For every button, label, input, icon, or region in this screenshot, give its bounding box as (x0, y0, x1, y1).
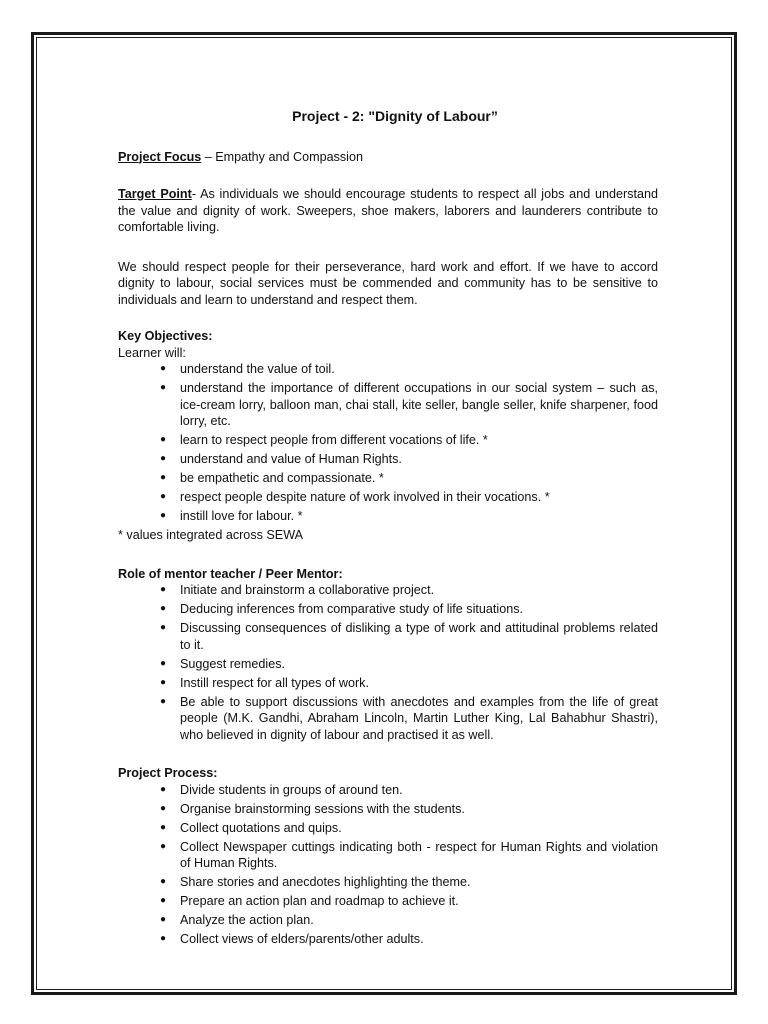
list-item: ● learn to respect people from different vocations of life. * (180, 432, 658, 449)
list-item: ● understand and value of Human Rights. (180, 451, 658, 468)
list-item: ● Deducing inferences from comparative study of life situations. (180, 601, 658, 618)
list-item: ● Collect views of elders/parents/other adults. (180, 931, 658, 948)
list-item: ● Initiate and brainstorm a collaborative project. (180, 582, 658, 599)
list-item: ● Prepare an action plan and roadmap to achieve it. (180, 893, 658, 910)
list-item: ● Share stories and anecdotes highlighting the theme. (180, 874, 658, 891)
list-item: ● Analyze the action plan. (180, 912, 658, 929)
project-focus-text: – Empathy and Compassion (201, 149, 363, 164)
list-item: ● Divide students in groups of around ten. (180, 782, 658, 799)
values-footnote: * values integrated across SEWA (118, 528, 304, 542)
list-item: ● Collect Newspaper cuttings indicating both - respect for Human Rights and violation of Human Rights. (180, 839, 658, 872)
list-item: ● Instill respect for all types of work. (180, 675, 658, 692)
mentor-heading: Role of mentor teacher / Peer Mentor: (118, 566, 343, 581)
process-heading: Project Process: (118, 766, 218, 780)
mentor-list (118, 582, 658, 743)
list-item: ● instill love for labour. * (180, 508, 658, 525)
page-title: Project - 2: "Dignity of Labour” (292, 108, 498, 124)
list-item: ● Collect quotations and quips. (180, 820, 658, 837)
project-focus-label: Project Focus (118, 149, 202, 164)
objectives-intro: Learner will: (118, 345, 186, 360)
list-item: ● Organise brainstorming sessions with the students. (180, 801, 658, 818)
process-list (118, 782, 658, 948)
list-item: ● understand the value of toil. (180, 361, 658, 378)
target-point-label: Target Point (118, 187, 192, 201)
target-point-text: - As individuals we should encourage students to respect all jobs and understand the value and dignity of work. Sweepers, shoe makers, laborers and launderers contribute to comfortable living. (118, 187, 658, 234)
respect-paragraph: We should respect people for their perseverance, hard work and effort. If we have to accord dignity to labour, social services must be commended and community has to be sensitive to individuals and learn to understand and respect them. (118, 259, 658, 307)
list-item: ● Discussing consequences of disliking a type of work and attitudinal problems related to it. (180, 620, 658, 653)
objectives-list (118, 361, 658, 525)
document-body (118, 108, 658, 950)
project-focus (118, 149, 658, 166)
target-point (118, 186, 658, 236)
list-item: ● understand the importance of different occupations in our social system – such as, ice-cream lorry, balloon man, chai stall, kite seller, bangle seller, knife sharpener, food lorry, etc. (180, 380, 658, 430)
list-item: ● respect people despite nature of work involved in their vocations. * (180, 489, 658, 506)
list-item: ● be empathetic and compassionate. * (180, 470, 658, 487)
list-item: ● Suggest remedies. (180, 656, 658, 673)
objectives-heading: Key Objectives: (118, 329, 213, 343)
list-item: ● Be able to support discussions with anecdotes and examples from the life of great people (M.K. Gandhi, Abraham Lincoln, Martin Luther King, Lal Bahabhur Shastri), who believed in dignity of labour and practised it as well. (180, 694, 658, 744)
